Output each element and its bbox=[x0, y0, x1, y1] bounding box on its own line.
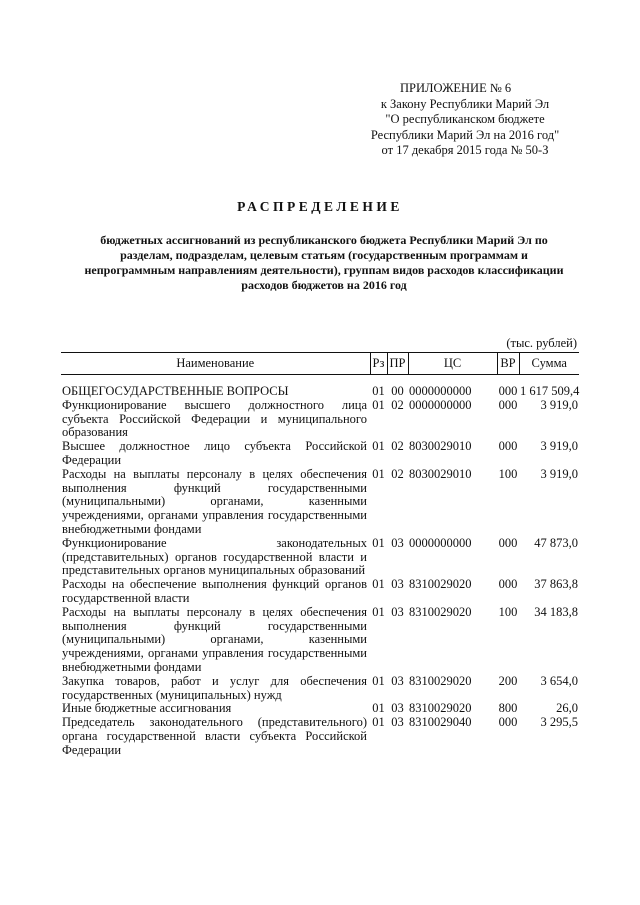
table-row bbox=[61, 375, 579, 399]
cell-pr: 00 bbox=[391, 384, 404, 398]
appendix-year: Республики Марий Эл на 2016 год" bbox=[370, 127, 560, 142]
cell-sum: 3 919,0 bbox=[540, 466, 578, 481]
cell-vr: 100 bbox=[498, 466, 518, 481]
cell-name: Председатель законодательного (представительного) органа государственной власти субъекта Российской Федерации bbox=[62, 715, 367, 757]
appendix-number: ПРИЛОЖЕНИЕ № 6 bbox=[400, 81, 512, 95]
units-label: (тыс. рублей) bbox=[506, 336, 577, 350]
table-row bbox=[61, 716, 579, 757]
cell-cs: 0000000000 bbox=[409, 535, 472, 550]
budget-table bbox=[61, 352, 579, 758]
cell-sum: 3 919,0 bbox=[540, 439, 578, 454]
cell-sum: 37 863,8 bbox=[534, 577, 578, 592]
column-header-cs: ЦС bbox=[408, 353, 497, 375]
cell-cs: 8310029020 bbox=[409, 577, 472, 592]
cell-vr: 000 bbox=[498, 397, 518, 412]
column-header-vr: ВР bbox=[497, 353, 519, 375]
table-row bbox=[61, 440, 579, 468]
table-row bbox=[61, 578, 579, 606]
column-header-sum: Сумма bbox=[519, 353, 579, 375]
column-header-pr: ПР bbox=[387, 353, 408, 375]
cell-name: Высшее должностное лицо субъекта Российской Федерации bbox=[62, 439, 367, 467]
table-row bbox=[61, 702, 579, 716]
cell-sum: 1 617 509,4 bbox=[520, 384, 580, 398]
table-row bbox=[61, 675, 579, 703]
cell-pr: 03 bbox=[391, 673, 404, 688]
table-row bbox=[61, 537, 579, 578]
cell-rz: 01 bbox=[372, 701, 385, 716]
cell-pr: 02 bbox=[391, 466, 404, 481]
cell-rz: 01 bbox=[372, 439, 385, 454]
appendix-law: к Закону Республики Марий Эл bbox=[380, 96, 550, 111]
cell-pr: 03 bbox=[391, 715, 404, 730]
cell-vr: 000 bbox=[498, 535, 518, 550]
cell-name: Функционирование высшего должностного лица субъекта Российской Федерации и муниципального образования bbox=[62, 397, 367, 440]
cell-name: Расходы на обеспечение выполнения функций органов государственной власти bbox=[62, 577, 367, 605]
cell-cs: 8310029020 bbox=[409, 673, 472, 688]
cell-pr: 03 bbox=[391, 577, 404, 592]
cell-pr: 03 bbox=[391, 604, 404, 619]
cell-vr: 000 bbox=[498, 439, 518, 454]
table-row bbox=[61, 399, 579, 440]
cell-vr: 000 bbox=[498, 715, 518, 730]
cell-pr: 03 bbox=[391, 701, 404, 716]
cell-rz: 01 bbox=[372, 535, 385, 550]
cell-rz: 01 bbox=[372, 397, 385, 412]
cell-vr: 800 bbox=[498, 701, 518, 716]
cell-pr: 02 bbox=[391, 397, 404, 412]
cell-sum: 34 183,8 bbox=[534, 604, 578, 619]
cell-rz: 01 bbox=[372, 604, 385, 619]
cell-cs: 8030029010 bbox=[409, 466, 472, 481]
cell-cs: 8310029020 bbox=[409, 701, 472, 716]
cell-pr: 02 bbox=[391, 439, 404, 454]
cell-vr: 200 bbox=[498, 673, 518, 688]
table-header-row bbox=[61, 353, 579, 375]
cell-rz: 01 bbox=[372, 577, 385, 592]
table-row bbox=[61, 468, 579, 537]
cell-name: Расходы на выплаты персоналу в целях обеспечения выполнения функций государственными (муниципальными) органами, казенными учреждениями, органами управления государственными внебюджетными фондами bbox=[62, 466, 367, 536]
cell-rz: 01 bbox=[372, 715, 385, 730]
appendix-budget: "О республиканском бюджете bbox=[385, 112, 545, 126]
cell-cs: 0000000000 bbox=[409, 384, 472, 398]
cell-sum: 26,0 bbox=[556, 701, 578, 716]
cell-name: Закупка товаров, работ и услуг для обеспечения государственных (муниципальных) нужд bbox=[62, 673, 367, 702]
cell-cs: 8310029040 bbox=[409, 715, 472, 730]
cell-sum: 3 295,5 bbox=[540, 715, 578, 730]
document-subtitle: бюджетных ассигнований из республиканского бюджета Республики Марий Эл по разделам, подразделам, целевым статьям (государственным программам и непрограммным направлениям деятельности), группам видов расходов классификации расходов бюджетов на 2016 год bbox=[84, 233, 564, 292]
document-title: РАСПРЕДЕЛЕНИЕ bbox=[237, 199, 403, 214]
table-row bbox=[61, 606, 579, 675]
cell-name: Функционирование законодательных (представительных) органов государственной власти и представительных органов муниципальных образований bbox=[62, 535, 367, 578]
cell-vr: 100 bbox=[498, 604, 518, 619]
cell-rz: 01 bbox=[372, 466, 385, 481]
appendix-date: от 17 декабря 2015 года № 50-З bbox=[381, 143, 549, 157]
cell-cs: 8310029020 bbox=[409, 604, 472, 619]
cell-name: ОБЩЕГОСУДАРСТВЕННЫЕ ВОПРОСЫ bbox=[62, 384, 289, 398]
cell-sum: 3 919,0 bbox=[540, 397, 578, 412]
cell-cs: 8030029010 bbox=[409, 439, 472, 454]
cell-name: Иные бюджетные ассигнования bbox=[62, 701, 232, 716]
cell-vr: 000 bbox=[498, 384, 518, 398]
cell-pr: 03 bbox=[391, 535, 404, 550]
cell-sum: 47 873,0 bbox=[534, 535, 578, 550]
cell-vr: 000 bbox=[498, 577, 518, 592]
cell-cs: 0000000000 bbox=[409, 397, 472, 412]
cell-rz: 01 bbox=[372, 673, 385, 688]
cell-name: Расходы на выплаты персоналу в целях обеспечения выполнения функций государственными (муниципальными) органами, казенными учреждениями, органами управления государственными внебюджетными фондами bbox=[62, 604, 367, 674]
appendix-header bbox=[340, 81, 590, 159]
cell-rz: 01 bbox=[372, 384, 385, 398]
column-header-rz: Рз bbox=[370, 353, 387, 375]
cell-sum: 3 654,0 bbox=[540, 673, 578, 688]
column-header-name: Наименование bbox=[61, 353, 370, 375]
